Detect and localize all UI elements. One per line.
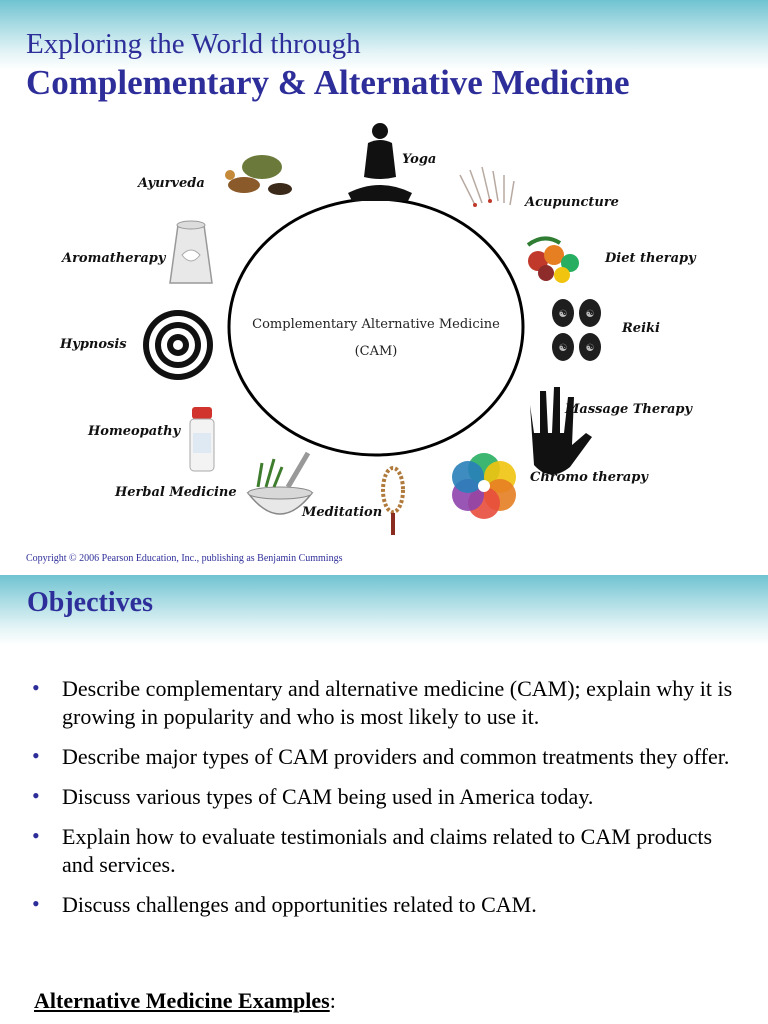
- svg-text:☯: ☯: [558, 309, 568, 320]
- bullet-icon: •: [32, 783, 40, 808]
- label-reiki: Reiki: [622, 321, 660, 336]
- label-massage-therapy: Massage Therapy: [565, 402, 693, 417]
- list-item: [30, 743, 740, 771]
- label-hypnosis: Hypnosis: [60, 337, 127, 352]
- bullet-icon: •: [32, 675, 40, 700]
- acupuncture-icon: [460, 167, 514, 207]
- massage-therapy-icon: [530, 387, 592, 475]
- chromo-therapy-icon: [452, 453, 516, 519]
- list-item: [30, 783, 740, 811]
- reiki-icon: [552, 299, 601, 361]
- svg-text:☯: ☯: [585, 343, 595, 354]
- label-diet-therapy: Diet therapy: [605, 251, 696, 266]
- slide-2: [0, 575, 768, 1024]
- objective-text: Discuss various types of CAM being used in America today.: [62, 784, 594, 809]
- objective-text: Explain how to evaluate testimonials and claims related to CAM products and services.: [62, 824, 713, 877]
- objectives-title: Objectives: [27, 587, 153, 618]
- objective-text: Describe major types of CAM providers and common treatments they offer.: [62, 744, 730, 769]
- label-aromatherapy: Aromatherapy: [62, 251, 166, 266]
- bullet-icon: •: [32, 743, 40, 768]
- cam-diagram: [30, 115, 730, 545]
- label-acupuncture: Acupuncture: [525, 195, 619, 210]
- svg-text:☯: ☯: [585, 309, 595, 320]
- meditation-icon: [383, 468, 403, 535]
- objectives-list: [30, 675, 740, 931]
- center-label-line1: Complementary Alternative Medicine: [252, 317, 500, 332]
- label-chromo-therapy: Chromo therapy: [530, 470, 648, 485]
- examples-heading-text: Alternative Medicine Examples: [34, 988, 330, 1013]
- svg-text:☯: ☯: [558, 343, 568, 354]
- label-homeopathy: Homeopathy: [88, 424, 181, 439]
- copyright-notice: Copyright © 2006 Pearson Education, Inc., publishing as Benjamin Cummings: [26, 553, 343, 564]
- label-yoga: Yoga: [402, 152, 437, 167]
- label-ayurveda: Ayurveda: [138, 176, 205, 191]
- examples-heading: [34, 987, 336, 1015]
- center-label-line2: (CAM): [354, 344, 398, 359]
- bullet-icon: •: [32, 823, 40, 848]
- slide-title: Complementary & Alternative Medicine: [26, 63, 630, 102]
- objective-text: Discuss challenges and opportunities related to CAM.: [62, 892, 537, 917]
- label-herbal-medicine: Herbal Medicine: [115, 485, 237, 500]
- list-item: [30, 675, 740, 731]
- homeopathy-icon: [190, 407, 214, 471]
- examples-heading-colon: :: [329, 988, 336, 1013]
- ayurveda-icon: [225, 155, 292, 195]
- diet-therapy-icon: [528, 238, 579, 283]
- list-item: [30, 823, 740, 879]
- hypnosis-icon: [143, 310, 213, 380]
- list-item: [30, 891, 740, 919]
- slide-subtitle: Exploring the World through: [26, 28, 361, 60]
- bullet-icon: •: [32, 891, 40, 916]
- aromatherapy-icon: [170, 221, 212, 283]
- objective-text: Describe complementary and alternative medicine (CAM); explain why it is growing in popularity and who is most likely to use it.: [62, 676, 733, 729]
- label-meditation: Meditation: [302, 505, 383, 520]
